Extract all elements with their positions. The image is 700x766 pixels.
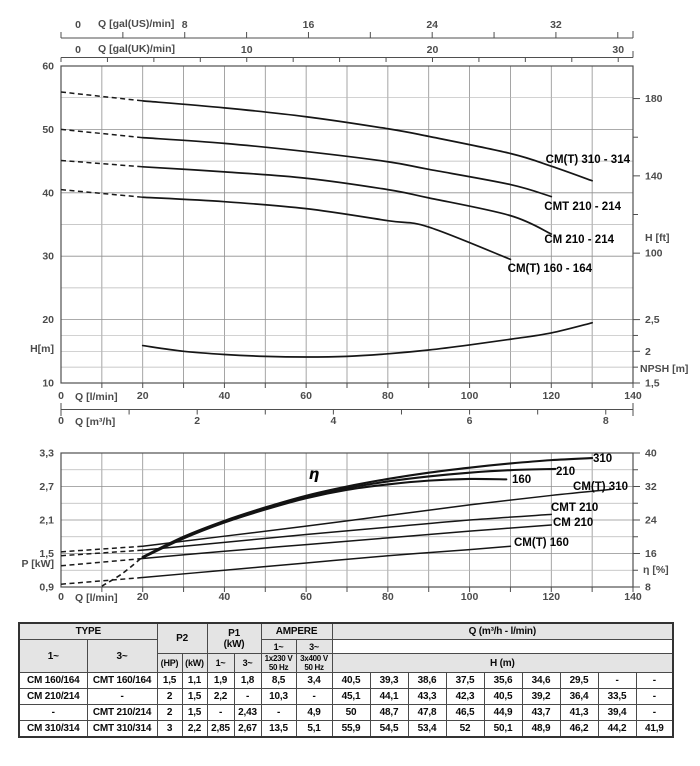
- p1-header-line2: (kW): [223, 638, 245, 650]
- table-cell: 33,5: [598, 689, 636, 705]
- gal-uk-tick-label: 20: [426, 44, 439, 56]
- table-cell: 2,2: [207, 689, 234, 705]
- pump-type-cell: CMT 160/164: [87, 673, 157, 689]
- table-cell: 50,1: [484, 721, 522, 738]
- table-cell: -: [636, 673, 673, 689]
- q-lmin-tick-label: 60: [300, 591, 312, 603]
- table-cell: -: [636, 705, 673, 721]
- table-cell: 1,9: [207, 673, 234, 689]
- table-cell: -: [296, 689, 332, 705]
- gal-uk-axis-label: Q [gal(UK)/min]: [98, 43, 175, 55]
- table-cell: 35,6: [484, 673, 522, 689]
- q-lmin-tick-label: 120: [542, 591, 561, 603]
- q-lmin-tick-label: 140: [624, 591, 642, 603]
- table-cell: 44,9: [484, 705, 522, 721]
- q-m3h-tick-label: 6: [466, 415, 473, 427]
- gal-us-tick-label: 0: [75, 19, 81, 31]
- table-cell: 3,4: [296, 673, 332, 689]
- q-lmin-tick-label: 40: [218, 591, 231, 603]
- table-cell: 29,5: [560, 673, 598, 689]
- pump-type-cell: -: [87, 689, 157, 705]
- table-cell: 34,6: [522, 673, 560, 689]
- curve-label: CM(T) 160 - 164: [507, 263, 592, 275]
- eta-tick-label: 40: [645, 447, 657, 460]
- p-kw-tick-label: 2,1: [39, 514, 54, 527]
- q-lmin-tick-label: 0: [58, 591, 64, 603]
- table-cell: 2: [157, 689, 182, 705]
- curve-label: CM(T) 310 - 314: [545, 154, 630, 166]
- q-lmin-tick-label: 40: [218, 390, 231, 402]
- table-cell: 55,9: [332, 721, 370, 738]
- gal-uk-tick-label: 0: [75, 44, 81, 56]
- h-m-tick-label: 60: [42, 60, 54, 73]
- pump-type-cell: CM 310/314: [19, 721, 87, 738]
- q-lmin-tick-label: 0: [58, 390, 64, 402]
- q-m3h-tick-label: 4: [330, 415, 337, 427]
- h-m-tick-label: 50: [42, 123, 54, 136]
- table-cell: 5,1: [296, 721, 332, 738]
- table-cell: 39,2: [522, 689, 560, 705]
- table-cell: 3: [157, 721, 182, 738]
- curve-npsh: [143, 323, 592, 357]
- ampere-header: AMPERE: [261, 623, 332, 640]
- table-cell: -: [207, 705, 234, 721]
- table-row: [19, 689, 673, 705]
- h-m-tick-label: 20: [42, 314, 54, 327]
- q-lmin-tick-label: 20: [136, 591, 149, 603]
- table-cell: -: [598, 673, 636, 689]
- table-cell: 38,6: [408, 673, 446, 689]
- table-cell: 44,2: [598, 721, 636, 738]
- gal-uk-tick-label: 10: [240, 44, 253, 56]
- eta-tick-label: 16: [645, 548, 657, 560]
- table-cell: 50: [332, 705, 370, 721]
- p-kw-tick-label: 3,3: [39, 447, 54, 460]
- h-m-axis-label: H[m]: [30, 343, 54, 355]
- q-lmin-tick-label: 140: [624, 390, 642, 402]
- table-cell: 2,67: [234, 721, 261, 738]
- gal-us-tick-label: 8: [181, 19, 188, 31]
- h-m-tick-label: 10: [42, 377, 54, 390]
- table-cell: 2,43: [234, 705, 261, 721]
- npsh-tick-label: 2: [645, 345, 651, 358]
- q-m3h-tick-label: 8: [602, 415, 609, 427]
- ampere-3ph-voltage: 3x400 V 50 Hz: [296, 654, 332, 673]
- table-cell: 4,9: [296, 705, 332, 721]
- p1-1ph-header: 1~: [207, 654, 234, 673]
- table-cell: 47,8: [408, 705, 446, 721]
- table-cell: 40,5: [332, 673, 370, 689]
- p2-header: P2: [157, 623, 207, 654]
- h-ft-tick-label: 100: [645, 247, 663, 260]
- ampere-3ph-header: 3~: [296, 640, 332, 654]
- curve-CM(T)160-164: [143, 197, 511, 259]
- h-ft-tick-label: 180: [645, 93, 663, 106]
- table-cell: 13,5: [261, 721, 296, 738]
- p1-header-line1: P1: [228, 627, 240, 639]
- table-cell: 1,1: [182, 673, 207, 689]
- eta-tick-label: 32: [645, 481, 657, 493]
- power-curve-label: CM(T) 310: [573, 481, 628, 493]
- curve-CM(T)310-314: [143, 101, 592, 181]
- eta-curve-label: 210: [556, 466, 576, 478]
- table-cell: 39,4: [598, 705, 636, 721]
- table-cell: 43,3: [408, 689, 446, 705]
- npsh-axis-label: NPSH [m]: [640, 363, 689, 375]
- pump-type-cell: CMT 210/214: [87, 705, 157, 721]
- pump-type-cell: CMT 310/314: [87, 721, 157, 738]
- table-cell: -: [636, 689, 673, 705]
- table-row: [19, 705, 673, 721]
- gal-us-tick-label: 16: [302, 19, 315, 31]
- p1-header: [207, 623, 261, 654]
- p-kw-tick-label: 1,5: [39, 548, 54, 560]
- eta-curve-label: 160: [512, 474, 532, 486]
- q-lmin-tick-label: 80: [382, 390, 394, 402]
- gal-us-axis-label: Q [gal(US)/min]: [98, 18, 175, 30]
- table-cell: 2: [157, 705, 182, 721]
- q-lmin-tick-label: 80: [382, 591, 394, 603]
- table-cell: -: [261, 705, 296, 721]
- table-cell: 45,1: [332, 689, 370, 705]
- table-cell: 36,4: [560, 689, 598, 705]
- power-curve-CM(T)160: [143, 546, 511, 577]
- p1-3ph-header: 3~: [234, 654, 261, 673]
- ampere-1ph-header: 1~: [261, 640, 296, 654]
- eta-curve-label: 310: [593, 453, 613, 465]
- table-cell: 1,5: [182, 705, 207, 721]
- table-cell: 1,5: [182, 689, 207, 705]
- p2-kw-header: (kW): [182, 654, 207, 673]
- q-lmin-tick-label: 60: [300, 390, 312, 402]
- q-lmin-tick-label: 20: [136, 390, 149, 402]
- gal-uk-tick-label: 30: [612, 44, 625, 56]
- eta-symbol: η: [308, 465, 320, 483]
- curve-label: CM 210 - 214: [544, 234, 614, 246]
- table-cell: 1,5: [157, 673, 182, 689]
- ampere-1ph-voltage: 1x230 V 50 Hz: [261, 654, 296, 673]
- table-cell: 41,9: [636, 721, 673, 738]
- table-cell: 39,3: [370, 673, 408, 689]
- table-row: [19, 673, 673, 689]
- h-ft-axis-label: H [ft]: [645, 232, 670, 244]
- q-header: Q (m³/h - l/min): [332, 623, 673, 640]
- table-cell: 46,2: [560, 721, 598, 738]
- power-curve-label: CMT 210: [551, 502, 599, 514]
- table-row: [19, 721, 673, 738]
- table-cell: 42,3: [446, 689, 484, 705]
- table-cell: 10,3: [261, 689, 296, 705]
- gal-us-tick-label: 24: [426, 19, 439, 31]
- eta-axis-label: η [%]: [643, 564, 669, 576]
- p-kw-axis-label: P [kW]: [21, 558, 54, 570]
- table-cell: 48,7: [370, 705, 408, 721]
- table-cell: 2,2: [182, 721, 207, 738]
- q-m3h-tick-label: 2: [194, 415, 201, 427]
- npsh-tick-label: 1,5: [645, 377, 660, 390]
- power-efficiency-chart: [22, 448, 669, 605]
- pump-spec-table: [18, 622, 674, 738]
- type-header: TYPE: [19, 623, 157, 640]
- table-cell: 44,1: [370, 689, 408, 705]
- q-lmin-axis-label: Q [l/min]: [75, 391, 118, 403]
- h-header: H (m): [332, 654, 673, 673]
- npsh-tick-label: 2,5: [645, 314, 660, 327]
- table-cell: 41,3: [560, 705, 598, 721]
- gal-us-tick-label: 32: [550, 19, 562, 31]
- pump-type-cell: CM 160/164: [19, 673, 87, 689]
- table-cell: 48,9: [522, 721, 560, 738]
- q-lmin-tick-label: 100: [460, 390, 479, 402]
- table-cell: 46,5: [446, 705, 484, 721]
- h-m-tick-label: 40: [42, 187, 54, 200]
- eta-tick-label: 8: [645, 581, 651, 594]
- pump-type-cell: -: [19, 705, 87, 721]
- table-cell: 40,5: [484, 689, 522, 705]
- h-ft-tick-label: 140: [645, 170, 663, 183]
- q-m3h-tick-label: 0: [58, 415, 64, 427]
- type-3ph-header: 3~: [87, 640, 157, 673]
- table-cell: 53,4: [408, 721, 446, 738]
- power-curve-label: CM 210: [553, 517, 594, 529]
- p2-hp-header: (HP): [157, 654, 182, 673]
- table-cell: 37,5: [446, 673, 484, 689]
- eta-tick-label: 24: [645, 514, 657, 527]
- pump-type-cell: CM 210/214: [19, 689, 87, 705]
- table-cell: 54,5: [370, 721, 408, 738]
- h-m-tick-label: 30: [42, 250, 54, 263]
- table-cell: 8,5: [261, 673, 296, 689]
- q-lmin-tick-label: 120: [542, 390, 561, 402]
- table-cell: 1,8: [234, 673, 261, 689]
- q-m3h-axis-label: Q [m³/h]: [75, 416, 116, 428]
- curve-label: CMT 210 - 214: [544, 201, 621, 213]
- type-1ph-header: 1~: [19, 640, 87, 673]
- head-capacity-chart: [30, 18, 688, 428]
- table-cell: 43,7: [522, 705, 560, 721]
- table-cell: -: [234, 689, 261, 705]
- p-kw-tick-label: 0,9: [39, 581, 54, 594]
- table-cell: 52: [446, 721, 484, 738]
- table-cell: 2,85: [207, 721, 234, 738]
- power-curve-label: CM(T) 160: [514, 537, 569, 549]
- q-lmin-axis-label: Q [l/min]: [75, 592, 118, 604]
- p-kw-tick-label: 2,7: [39, 481, 54, 493]
- q-lmin-tick-label: 100: [460, 591, 479, 603]
